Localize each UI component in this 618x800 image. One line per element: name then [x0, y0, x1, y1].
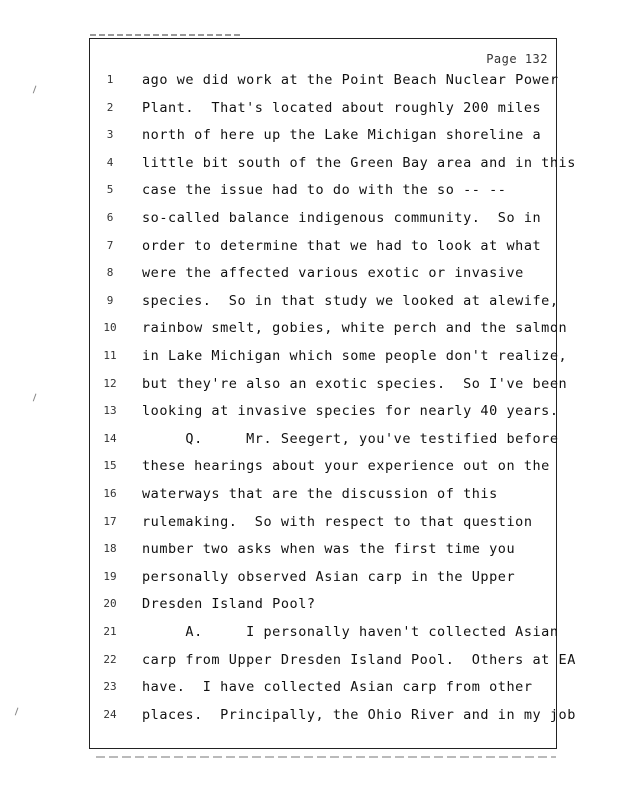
line-text: ago we did work at the Point Beach Nuclear Power [142, 72, 559, 88]
transcript-line [96, 536, 556, 562]
transcript-line [96, 398, 559, 424]
transcript-line [96, 315, 568, 341]
line-number: 12 [103, 376, 117, 390]
line-number: 19 [103, 569, 117, 583]
line-number: 3 [106, 128, 114, 142]
line-number: 18 [103, 542, 117, 556]
line-text: places. Principally, the Ohio River and in my job [142, 706, 576, 723]
transcript-line [96, 674, 556, 700]
line-text: Plant. That's located about roughly 200 miles [142, 99, 542, 116]
line-text: north of here up the Lake Michigan shoreline a [142, 127, 542, 144]
transcript-line [96, 343, 568, 369]
line-text: looking at invasive species for nearly 40 years. [142, 403, 559, 420]
margin-mark [15, 708, 21, 717]
line-text: carp from Upper Dresden Island Pool. Others at EA [142, 651, 576, 668]
transcript-line [96, 619, 559, 645]
page-number: Page 132 [486, 52, 548, 66]
transcript-line [96, 371, 568, 397]
line-number: 22 [103, 652, 117, 666]
line-number: 1 [106, 73, 114, 86]
transcript-line [96, 647, 576, 673]
margin-mark [33, 394, 39, 403]
line-number: 11 [103, 349, 117, 362]
line-text: have. I have collected Asian carp from other [142, 679, 533, 696]
transcript-line [96, 288, 559, 314]
line-number: 5 [106, 183, 114, 197]
line-number: 15 [103, 459, 117, 473]
line-number: 9 [106, 293, 114, 307]
line-number: 16 [103, 487, 117, 500]
transcript-line [96, 591, 556, 617]
transcript-line [96, 509, 556, 535]
line-number: 2 [106, 100, 114, 114]
transcript-line [96, 453, 556, 479]
line-number: 20 [103, 597, 117, 611]
line-number: 17 [103, 514, 117, 528]
transcript-line [96, 260, 556, 286]
line-text: personally observed Asian carp in the Upper [142, 568, 516, 585]
line-number: 24 [103, 707, 117, 721]
transcript-line [96, 233, 556, 259]
line-text: waterways that are the discussion of this [142, 486, 498, 502]
line-text: Dresden Island Pool? [142, 596, 316, 613]
line-text: these hearings about your experience out on the [142, 458, 550, 475]
transcript-line [96, 205, 556, 231]
transcript-line [96, 702, 576, 728]
transcript-line [96, 150, 576, 176]
line-number: 14 [103, 431, 117, 445]
line-text: rulemaking. So with respect to that question [142, 513, 533, 530]
transcript-line [96, 67, 559, 93]
line-number: 10 [103, 321, 117, 335]
line-text: so-called balance indigenous community. So in [142, 210, 542, 226]
transcript-line [96, 122, 556, 148]
line-number: 21 [103, 625, 117, 638]
transcript-line [96, 481, 556, 507]
line-text: case the issue had to do with the so -- -- [142, 182, 507, 199]
line-text: little bit south of the Green Bay area and in this [142, 154, 576, 171]
line-text: rainbow smelt, gobies, white perch and the salmon [142, 320, 568, 337]
line-number: 6 [106, 211, 114, 224]
line-text: Q. Mr. Seegert, you've testified before [142, 430, 559, 447]
bottom-rule [96, 756, 556, 758]
line-text: A. I personally haven't collected Asian [142, 624, 559, 640]
transcript-line [96, 177, 556, 203]
transcript-line [96, 95, 556, 121]
transcript-line [96, 426, 559, 452]
line-text: order to determine that we had to look at what [142, 237, 542, 254]
top-rule [90, 34, 240, 36]
line-text: in Lake Michigan which some people don't realize, [142, 348, 568, 364]
line-text: species. So in that study we looked at alewife, [142, 292, 559, 309]
line-number: 7 [106, 238, 114, 252]
margin-mark [33, 86, 39, 95]
transcript-line [96, 564, 556, 590]
line-number: 13 [103, 404, 117, 418]
line-number: 4 [106, 155, 114, 169]
line-number: 23 [103, 680, 117, 694]
line-text: number two asks when was the first time you [142, 541, 516, 558]
line-text: were the affected various exotic or invasive [142, 265, 524, 282]
line-text: but they're also an exotic species. So I've been [142, 375, 568, 392]
line-number: 8 [106, 266, 114, 280]
